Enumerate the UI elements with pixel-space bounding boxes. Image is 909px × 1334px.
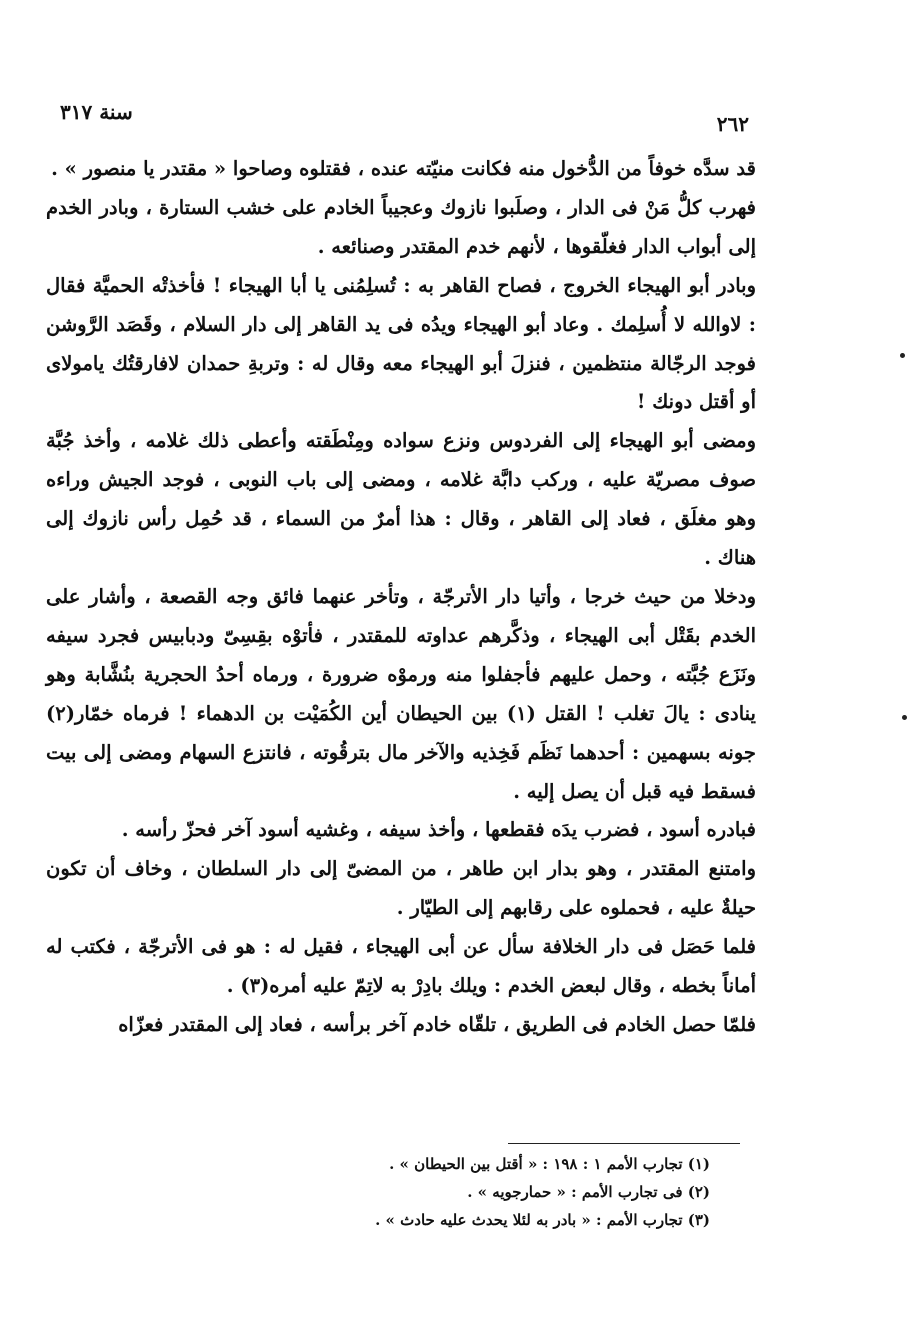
- footnote: (٢) فى تجارب الأمم : « حمارجويه » .: [467, 1183, 710, 1201]
- paragraph: وبادر أبو الهيجاء الخروج ، فصاح القاهر به : تُسلِمُنى يا أبا الهيجاء ! فأخذتْه الحميَّة فقال : لاوالله لا أُسلِمك . وعاد أبو الهيجاء ويدُه فى يد القاهر إلى دار السلام ، وقَصَد الرَّوشن فوجد الرجّالة منتظمين ، فنزلَ أبو الهيجاء معه وقال له : وتربةِ حمدان لافارقتُك يامولاى أو أقتل دونك !: [46, 273, 756, 414]
- paragraph: وامتنع المقتدر ، وهو بدار ابن طاهر ، من المضىّ إلى دار السلطان ، وخاف أن تكون حيلةٌ عليه ، فحملوه على رقابهم إلى الطيّار .: [46, 857, 756, 920]
- main-text: [46, 150, 756, 1045]
- running-header-year: سنة ٣١٧: [60, 100, 133, 124]
- paragraph: ودخلا من حيث خرجا ، وأتيا دار الأترجّة ، وتأخر عنهما فائق وجه القصعة ، وأشار على الخدم بقَتْل أبى الهيجاء ، وذكَّرهم عداوته للمقتدر ، فأتوْه بقِسِىّ ودبابيس فجرد سيفه ونَزَع جُبَّته ، وحمل عليهم فأجفلوا منه ورموْه ضرورة ، ورماه أحدُ الحجرية بنُشَّابة وهو ينادى : يالَ تغلب ! القتل (١) بين الحيطان أين الكُمَيْت بن الدهماء ! فرماه خمّار(٢) جونه بسهمين : أحدهما نَظَم فَخِذيه والآخر مال بترقُوته ، فانتزع السهام ومضى إلى بيت فسقط فيه قبل أن يصل إليه .: [46, 584, 756, 803]
- paragraph: فبادره أسود ، فضرب يدَه فقطعها ، وأخذ سيفه ، وغشيه أسود آخر فحزّ رأسه .: [121, 818, 756, 842]
- margin-dot: [902, 715, 907, 720]
- footnote: (٣) تجارب الأمم : « بادر به لئلا يحدث عليه حادث » .: [375, 1211, 710, 1229]
- paragraph: فهرب كلُّ مَنْ فى الدار ، وصلَبوا نازوك وعجيباً الخادم على خشب الستارة ، وبادر الخدم إلى أبواب الدار فغلّقوها ، لأنهم خدم المقتدر وصنائعه .: [46, 195, 756, 258]
- paragraph: ومضى أبو الهيجاء إلى الفردوس ونزع سواده ومِنْطَقته وأعطى ذلك غلامه ، وأخذ جُبَّة صوف مصريّة عليه ، وركب دابَّة غلامه ، ومضى إلى باب النوبى ، فوجد الجيش وراءه وهو مغلَق ، فعاد إلى القاهر ، وقال : هذا أمرٌ من السماء ، قد حُمِل رأس نازوك إلى هناك .: [46, 429, 756, 570]
- paragraph: فلما حَصَل فى دار الخلافة سأل عن أبى الهيجاء ، فقيل له : هو فى الأترجّة ، فكتب له أماناً بخطه ، وقال لبعض الخدم : ويلك بادِرْ به لاتِمّ عليه أمره(٣) .: [46, 935, 756, 998]
- page-number: ٢٦٢: [716, 112, 749, 136]
- paragraph: قد سدَّه خوفاً من الدُّخول منه فكانت منيّته عنده ، فقتلوه وصاحوا « مقتدر يا منصور » .: [51, 157, 756, 180]
- footnote: (١) تجارب الأمم ١ : ١٩٨ : « أقتل بين الحيطان » .: [389, 1155, 710, 1173]
- footnote-divider: [508, 1143, 740, 1144]
- margin-dot: [900, 353, 905, 358]
- paragraph: فلمّا حصل الخادم فى الطريق ، تلقّاه خادم آخر برأسه ، فعاد إلى المقتدر فعزّاه: [118, 1012, 756, 1036]
- footnotes: [300, 1150, 710, 1234]
